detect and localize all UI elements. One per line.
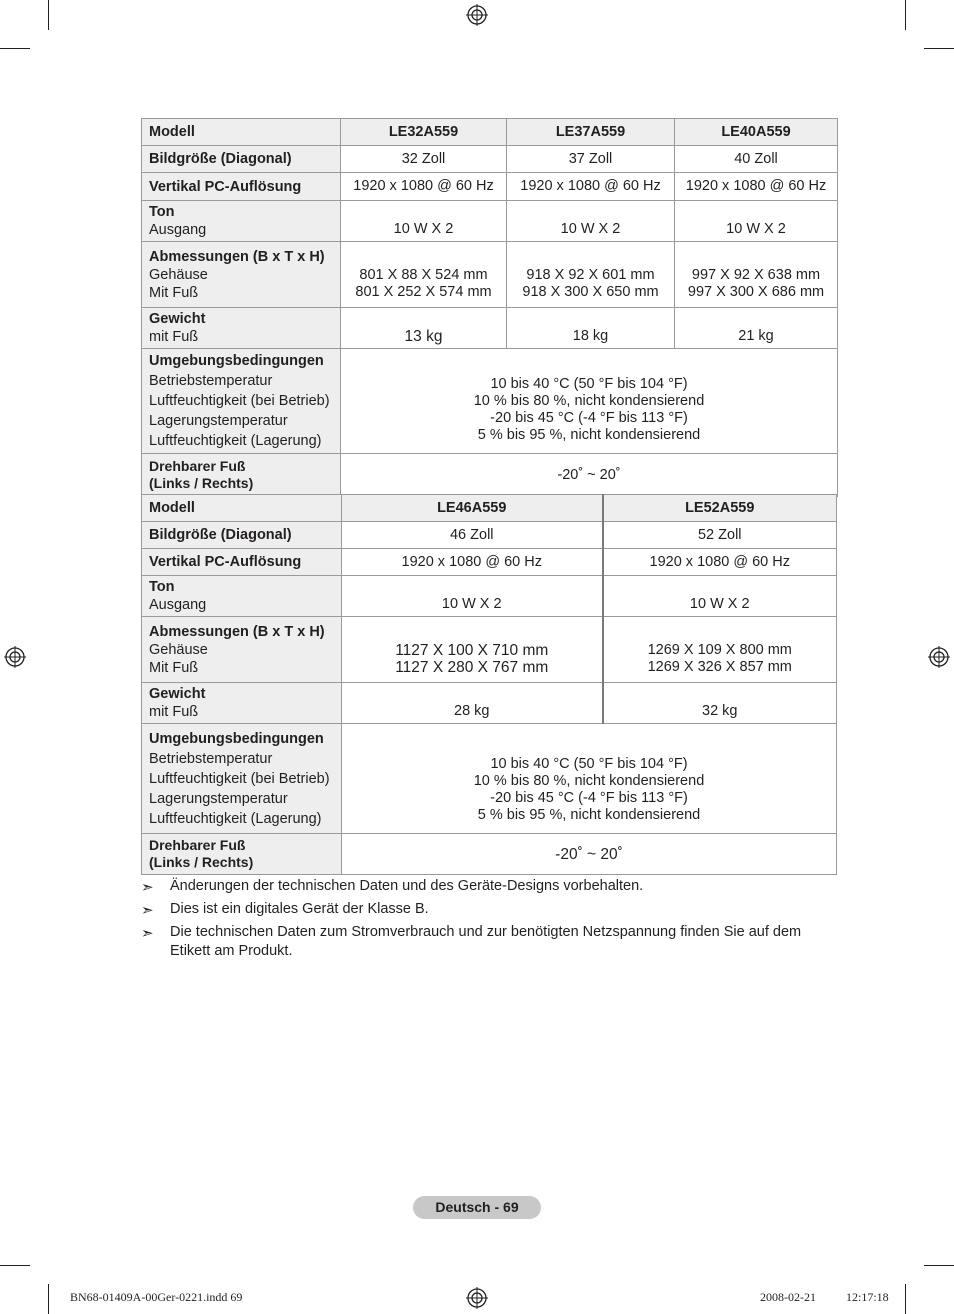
crop-mark — [924, 48, 954, 49]
row-label: Umgebungsbedingungen Betriebstemperatur Luftfeuchtigkeit (bei Betrieb) Lagerungstemperatur Luftfeuchtigkeit (Lagerung) — [142, 349, 341, 454]
table-row-ton — [142, 576, 837, 617]
table-row-drehfuss — [142, 454, 838, 497]
cell-value: 32 kg — [603, 683, 837, 724]
cell-value: -20˚ ~ 20˚ — [342, 834, 837, 875]
list-item: ➣ Änderungen der technischen Daten und des Geräte-Designs vorbehalten. — [141, 878, 644, 896]
cell-value: 21 kg — [675, 308, 838, 349]
cell-value: 10 W X 2 — [342, 576, 603, 617]
registration-mark-icon — [466, 1287, 488, 1309]
cell-value: -20˚ ~ 20˚ — [341, 454, 838, 497]
cell-value: 1920 x 1080 @ 60 Hz — [341, 173, 507, 201]
cell-value: 40 Zoll — [675, 146, 838, 173]
crop-mark — [0, 1265, 30, 1266]
imprint-date: 2008-02-21 — [760, 1290, 816, 1304]
row-label: Abmessungen (B x T x H) Gehäuse Mit Fuß — [142, 242, 341, 308]
row-label: Abmessungen (B x T x H) Gehäuse Mit Fuß — [142, 617, 342, 683]
arrow-icon: ➣ — [141, 902, 154, 919]
cell-value: 1920 x 1080 @ 60 Hz — [603, 549, 837, 576]
crop-mark — [905, 1284, 906, 1314]
crop-mark — [905, 0, 906, 30]
row-label: Umgebungsbedingungen Betriebstemperatur Luftfeuchtigkeit (bei Betrieb) Lagerungstemperatur Luftfeuchtigkeit (Lagerung) — [142, 724, 342, 834]
row-label: Vertikal PC-Auflösung — [142, 549, 342, 576]
row-label: Vertikal PC-Auflösung — [142, 173, 341, 201]
list-item: ➣ Die technischen Daten zum Stromverbrauch und zur benötigten Netzspannung finden Sie auf dem Etikett am Produkt. — [141, 924, 802, 959]
imprint-time: 12:17:18 — [846, 1290, 889, 1304]
table-row-gewicht — [142, 683, 837, 724]
row-label: Ton Ausgang — [142, 201, 341, 242]
row-label: Modell — [142, 495, 342, 522]
imprint-file: BN68-01409A-00Ger-0221.indd 69 — [70, 1290, 243, 1304]
row-label: Gewicht mit Fuß — [142, 308, 341, 349]
cell-value: 37 Zoll — [507, 146, 675, 173]
model-name: LE52A559 — [603, 495, 837, 522]
cell-value: 1920 x 1080 @ 60 Hz — [342, 549, 603, 576]
table-row-umgebung — [142, 349, 838, 454]
cell-value: 10 W X 2 — [507, 201, 675, 242]
arrow-icon: ➣ — [141, 925, 154, 942]
notes-list — [141, 877, 841, 965]
cell-value: 801 X 88 X 524 mm 801 X 252 X 574 mm — [341, 242, 507, 308]
row-label: Gewicht mit Fuß — [142, 683, 342, 724]
model-name: LE40A559 — [675, 119, 838, 146]
registration-mark-icon — [928, 646, 950, 668]
cell-value: 28 kg — [342, 683, 603, 724]
cell-value: 10 W X 2 — [341, 201, 507, 242]
cell-value: 10 bis 40 °C (50 °F bis 104 °F) 10 % bis 80 %, nicht kondensierend -20 bis 45 °C (-4 °F bis 113 °F) 5 % bis 95 %, nicht kondensierend — [342, 724, 837, 834]
cell-value: 46 Zoll — [342, 522, 603, 549]
cell-value: 32 Zoll — [341, 146, 507, 173]
crop-mark — [924, 1265, 954, 1266]
crop-mark — [48, 1284, 49, 1314]
row-label: Drehbarer Fuß (Links / Rechts) — [142, 454, 341, 497]
arrow-icon: ➣ — [141, 879, 154, 896]
row-label: Drehbarer Fuß (Links / Rechts) — [142, 834, 342, 875]
model-name: LE46A559 — [342, 495, 603, 522]
table-row-gewicht — [142, 308, 838, 349]
table-row-modell — [142, 119, 838, 146]
cell-value: 10 bis 40 °C (50 °F bis 104 °F) 10 % bis 80 %, nicht kondensierend -20 bis 45 °C (-4 °F bis 113 °F) 5 % bis 95 %, nicht kondensierend — [341, 349, 838, 454]
cell-value: 1269 X 109 X 800 mm 1269 X 326 X 857 mm — [603, 617, 837, 683]
table-row-bildgroesse — [142, 146, 838, 173]
row-label: Modell — [142, 119, 341, 146]
registration-mark-icon — [466, 4, 488, 26]
table-row-bildgroesse — [142, 522, 837, 549]
registration-mark-icon — [4, 646, 26, 668]
cell-value: 1920 x 1080 @ 60 Hz — [507, 173, 675, 201]
spec-table-1 — [141, 118, 838, 497]
table-row-abmessungen — [142, 242, 838, 308]
table-row-pc-aufloesung — [142, 173, 838, 201]
crop-mark — [0, 48, 30, 49]
cell-value: 997 X 92 X 638 mm 997 X 300 X 686 mm — [675, 242, 838, 308]
table-row-umgebung — [142, 724, 837, 834]
cell-value: 918 X 92 X 601 mm 918 X 300 X 650 mm — [507, 242, 675, 308]
cell-value: 18 kg — [507, 308, 675, 349]
row-label: Bildgröße (Diagonal) — [142, 146, 341, 173]
crop-mark — [48, 0, 49, 30]
list-item: ➣ Dies ist ein digitales Gerät der Klasse B. — [141, 901, 429, 919]
table-row-modell — [142, 495, 837, 522]
spec-table-2 — [141, 494, 837, 875]
cell-value: 1127 X 100 X 710 mm 1127 X 280 X 767 mm — [342, 617, 603, 683]
cell-value: 10 W X 2 — [603, 576, 837, 617]
row-label: Bildgröße (Diagonal) — [142, 522, 342, 549]
row-label: Ton Ausgang — [142, 576, 342, 617]
cell-value: 10 W X 2 — [675, 201, 838, 242]
page-number-badge: Deutsch - 69 — [413, 1196, 541, 1219]
cell-value: 52 Zoll — [603, 522, 837, 549]
cell-value: 13 kg — [341, 308, 507, 349]
table-row-pc-aufloesung — [142, 549, 837, 576]
model-name: LE37A559 — [507, 119, 675, 146]
cell-value: 1920 x 1080 @ 60 Hz — [675, 173, 838, 201]
model-name: LE32A559 — [341, 119, 507, 146]
table-row-ton — [142, 201, 838, 242]
table-row-abmessungen — [142, 617, 837, 683]
table-row-drehfuss — [142, 834, 837, 875]
